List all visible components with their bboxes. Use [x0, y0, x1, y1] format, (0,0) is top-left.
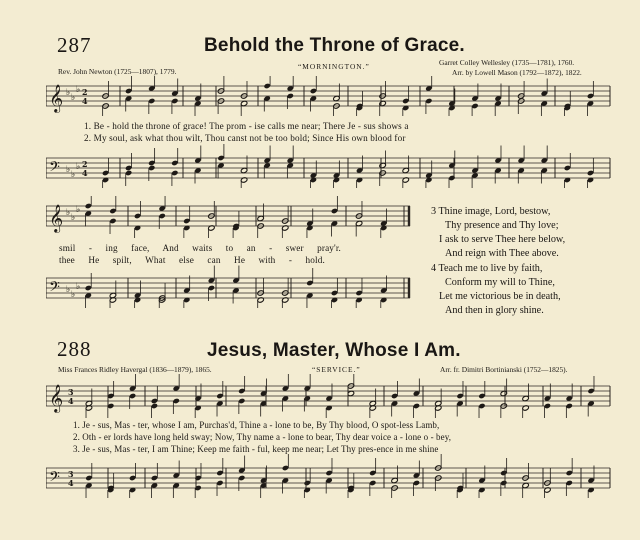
- verse-line: 4 Teach me to live by faith,: [431, 263, 543, 274]
- tune-name: “SERVICE.”: [312, 365, 361, 374]
- verse-line: And then in glory shine.: [445, 305, 544, 316]
- lyrics-verse-1: 1. Je - sus, Mas - ter, whose I am, Purchas'd, Thine a - lone to be, By Thy blood, O spot-less Lamb,: [73, 420, 440, 430]
- lyrics-verse-2: 2. Oth - er lords have long held sway; Now, Thy name a - lone to bear, Thy dear voice a - lone o - bey,: [73, 432, 452, 442]
- treble-clef-icon: 𝄞: [49, 384, 64, 412]
- svg-text:♭: ♭: [71, 93, 76, 103]
- verse-line: And reign with Thee above.: [445, 248, 559, 259]
- svg-text:♭: ♭: [76, 282, 81, 292]
- verse-4: [431, 262, 561, 318]
- svg-text:♭: ♭: [76, 162, 81, 172]
- verse-line: I ask to serve Thee here below,: [439, 234, 566, 245]
- svg-text:4: 4: [68, 396, 74, 406]
- svg-text:♭: ♭: [66, 285, 71, 295]
- svg-text:4: 4: [82, 96, 88, 106]
- svg-text:4: 4: [82, 168, 88, 178]
- hymn-title: Jesus, Master, Whose I Am.: [207, 340, 461, 361]
- composer-credit: Arr. fr. Dimitri Bortinianski (1752—1825).: [440, 365, 568, 374]
- svg-text:♭: ♭: [66, 208, 71, 218]
- composer-credit: Garret Colley Wellesley (1735—1781), 1760.: [439, 58, 575, 67]
- lyrics-verse-2: 2. My soul, ask what thou wilt, Thou canst not be too bold; Since His own blood for: [84, 133, 406, 143]
- svg-text:♭: ♭: [76, 205, 81, 215]
- arranger-credit: Arr. by Lowell Mason (1792—1872), 1822.: [452, 68, 582, 77]
- music-staff: [46, 374, 616, 418]
- lyrics-verse-3: 3. Je - sus, Mas - ter, I am Thine; Keep me faith - ful, keep me near; Let Thy pres-ence in me shine: [73, 444, 439, 454]
- svg-text:♭: ♭: [76, 85, 81, 95]
- svg-text:3: 3: [68, 387, 74, 397]
- svg-text:4: 4: [68, 478, 74, 488]
- hymn-number: 287: [57, 33, 92, 57]
- music-staff: [46, 264, 416, 308]
- author-credit: Miss Frances Ridley Havergal (1836—1879), 1865.: [58, 365, 212, 374]
- treble-clef-icon: 𝄞: [49, 84, 64, 112]
- bass-clef-icon: 𝄢: [49, 159, 60, 179]
- author-credit: Rev. John Newton (1725—1807), 1779.: [58, 67, 177, 76]
- bass-clef-icon: 𝄢: [49, 469, 60, 489]
- svg-text:♭: ♭: [71, 290, 76, 300]
- svg-text:2: 2: [82, 87, 88, 97]
- lyrics-verse-2-cont: thee He spilt, What else can He with - hold.: [59, 255, 325, 265]
- verse-3: [431, 205, 565, 261]
- tune-name: “MORNINGTON.”: [298, 62, 370, 71]
- verse-line: Conform my will to Thine,: [445, 277, 555, 288]
- hymn-number: 288: [57, 337, 92, 361]
- svg-text:3: 3: [68, 469, 74, 479]
- verse-line: Let me victorious be in death,: [439, 291, 561, 302]
- svg-text:♭: ♭: [66, 88, 71, 98]
- svg-text:♭: ♭: [66, 165, 71, 175]
- bass-clef-icon: 𝄢: [49, 279, 60, 299]
- svg-text:2: 2: [82, 159, 88, 169]
- lyrics-verse-1-cont: smil - ing face, And waits to an - swer pray'r.: [59, 243, 341, 253]
- music-staff: [46, 144, 616, 188]
- music-staff: [46, 76, 616, 116]
- svg-text:♭: ♭: [71, 213, 76, 223]
- lyrics-verse-1: 1. Be - hold the throne of grace! The prom - ise calls me near; There Je - sus shows a: [84, 121, 409, 131]
- verse-line: 3 Thine image, Lord, bestow,: [431, 206, 551, 217]
- svg-text:♭: ♭: [71, 170, 76, 180]
- treble-clef-icon: 𝄞: [49, 204, 64, 232]
- music-staff: [46, 454, 616, 498]
- music-staff: [46, 196, 416, 238]
- verse-line: Thy presence and Thy love;: [445, 220, 559, 231]
- hymn-title: Behold the Throne of Grace.: [204, 35, 465, 56]
